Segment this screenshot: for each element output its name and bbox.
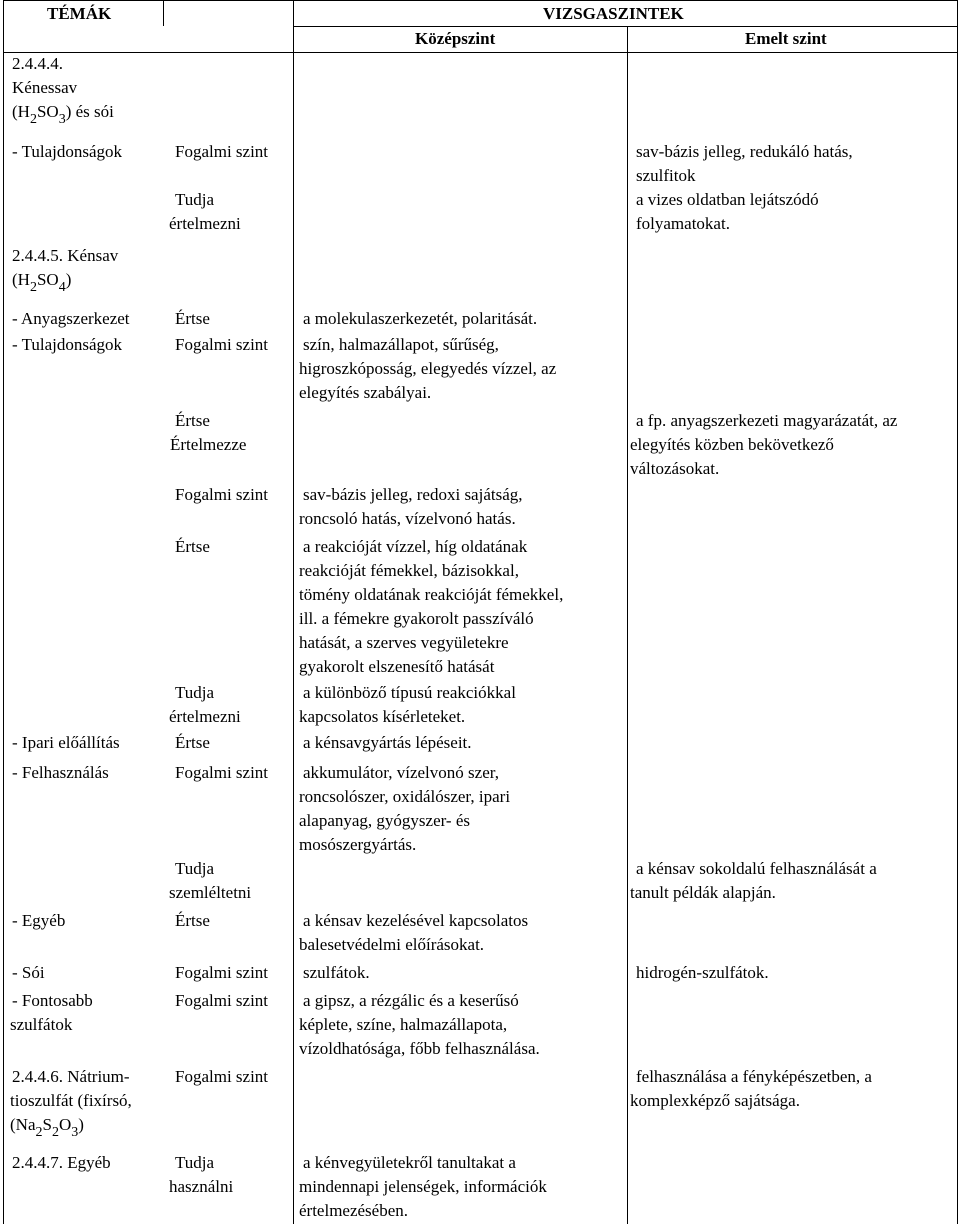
- section-code-2444: 2.4.4.4.: [12, 54, 63, 73]
- row3-topic: - Anyagszerkezet: [12, 309, 130, 328]
- row10-level: Fogalmi szint: [175, 763, 269, 782]
- row1-level: Fogalmi szint: [175, 142, 269, 161]
- row12-topic: - Egyéb: [12, 911, 66, 930]
- section-2446-level: Fogalmi szint: [175, 1067, 269, 1086]
- row9-kozep: a kénsavgyártás lépéseit.: [303, 733, 472, 752]
- section-code-2445: 2.4.4.5. Kénsav: [12, 246, 119, 265]
- row2-emelt-line1: a vizes oldatban lejátszódó: [636, 190, 819, 209]
- header-temak: TÉMÁK: [47, 4, 112, 23]
- section-2447-code: 2.4.4.7. Egyéb: [12, 1153, 111, 1172]
- row9-topic: - Ipari előállítás: [12, 733, 120, 752]
- row2-level-line2: értelmezni: [169, 214, 241, 233]
- row14-topic-line2: szulfátok: [10, 1015, 73, 1034]
- row8-kozep-line1: a különböző típusú reakciókkal: [303, 683, 516, 702]
- row5-emelt-line3: változásokat.: [630, 459, 720, 478]
- row3-kozep: a molekulaszerkezetét, polaritását.: [303, 309, 538, 328]
- row8-kozep-line2: kapcsolatos kísérleteket.: [299, 707, 466, 726]
- row10-kozep-line2: roncsolószer, oxidálószer, ipari: [299, 787, 511, 806]
- row12-kozep-line2: balesetvédelmi előírásokat.: [299, 935, 485, 954]
- row7-kozep-line3: tömény oldatának reakcióját fémekkel,: [299, 585, 564, 604]
- row8-level-line2: értelmezni: [169, 707, 241, 726]
- section-2446-emelt-line2: komplexképző sajátsága.: [630, 1091, 800, 1110]
- row4-kozep-line3: elegyítés szabályai.: [299, 383, 432, 402]
- header-bottom-border: [3, 52, 958, 53]
- row14-kozep-line1: a gipsz, a rézgálic és a keserűsó: [303, 991, 519, 1010]
- column-divider-level: [293, 0, 294, 1224]
- row10-kozep-line1: akkumulátor, vízelvonó szer,: [303, 763, 499, 782]
- row1-emelt-line2: szulfitok: [636, 166, 696, 185]
- header-divider: [293, 26, 958, 27]
- row2-level-line1: Tudja: [175, 190, 215, 209]
- section-2446-emelt-line1: felhasználása a fényképészetben, a: [636, 1067, 872, 1086]
- row12-level: Értse: [175, 911, 210, 930]
- row7-kozep-line6: gyakorolt elszenesítő hatását: [299, 657, 495, 676]
- kenessav-formula: $(H_2SO_3)$ és sói: [12, 102, 114, 127]
- row10-kozep-line4: mosószergyártás.: [299, 835, 417, 854]
- row12-kozep-line1: a kénsav kezelésével kapcsolatos: [303, 911, 529, 930]
- row3-level: Értse: [175, 309, 210, 328]
- row6-kozep-line1: sav-bázis jelleg, redoxi sajátság,: [303, 485, 523, 504]
- section-name-kenessav: Kénessav: [12, 78, 78, 97]
- row8-level-line1: Tudja: [175, 683, 215, 702]
- row11-level-line1: Tudja: [175, 859, 215, 878]
- kensav-formula: $(H_2SO_4)$: [12, 270, 72, 295]
- row4-topic: - Tulajdonságok: [12, 335, 123, 354]
- row6-kozep-line2: roncsoló hatás, vízelvonó hatás.: [299, 509, 516, 528]
- row4-kozep-line1: szín, halmazállapot, sűrűség,: [303, 335, 499, 354]
- row7-level: Értse: [175, 537, 210, 556]
- row14-kozep-line2: képlete, színe, halmazállapota,: [299, 1015, 508, 1034]
- row13-topic: - Sói: [12, 963, 45, 982]
- row6-level: Fogalmi szint: [175, 485, 269, 504]
- row13-level: Fogalmi szint: [175, 963, 269, 982]
- row11-emelt-line2: tanult példák alapján.: [630, 883, 776, 902]
- section-2446-line1: 2.4.4.6. Nátrium-: [12, 1067, 130, 1086]
- fixirso-formula: $(Na_2S_2O_3)$: [10, 1115, 84, 1140]
- row7-kozep-line4: ill. a fémekre gyakorolt passzíváló: [299, 609, 534, 628]
- row5-level-line1: Értse: [175, 411, 210, 430]
- header-top-border: [3, 0, 958, 1]
- row14-kozep-line3: vízoldhatósága, főbb felhasználása.: [299, 1039, 540, 1058]
- row10-kozep-line3: alapanyag, gyógyszer- és: [299, 811, 471, 830]
- table-border-left: [3, 0, 4, 1224]
- row14-topic-line1: - Fontosabb: [12, 991, 93, 1010]
- section-2446-line2: tioszulfát (fixírsó,: [10, 1091, 132, 1110]
- row2-emelt-line2: folyamatokat.: [636, 214, 730, 233]
- row1-emelt-line1: sav-bázis jelleg, redukáló hatás,: [636, 142, 853, 161]
- row5-emelt-line1: a fp. anyagszerkezeti magyarázatát, az: [636, 411, 898, 430]
- row4-kozep-line2: higroszkóposság, elegyedés vízzel, az: [299, 359, 557, 378]
- row1-topic: - Tulajdonságok: [12, 142, 123, 161]
- section-2447-level-line1: Tudja: [175, 1153, 215, 1172]
- header-kozepszint: Középszint: [415, 29, 496, 48]
- row13-emelt: hidrogén-szulfátok.: [636, 963, 769, 982]
- section-2447-kozep-line3: értelmezésében.: [299, 1201, 409, 1220]
- section-2447-level-line2: használni: [169, 1177, 234, 1196]
- header-emelt-szint: Emelt szint: [745, 29, 827, 48]
- section-2447-kozep-line1: a kénvegyületekről tanultakat a: [303, 1153, 516, 1172]
- row7-kozep-line2: reakcióját fémekkel, bázisokkal,: [299, 561, 519, 580]
- row14-level: Fogalmi szint: [175, 991, 269, 1010]
- row11-emelt-line1: a kénsav sokoldalú felhasználását a: [636, 859, 877, 878]
- section-2447-kozep-line2: mindennapi jelenségek, információk: [299, 1177, 547, 1196]
- row7-kozep-line5: hatását, a szerves vegyületekre: [299, 633, 509, 652]
- header-vizsgaszintek: VIZSGASZINTEK: [543, 4, 684, 23]
- column-divider-szint: [627, 26, 628, 1224]
- column-divider-topic: [163, 0, 164, 26]
- row9-level: Értse: [175, 733, 210, 752]
- row4-level: Fogalmi szint: [175, 335, 269, 354]
- row5-emelt-line2: elegyítés közben bekövetkező: [630, 435, 834, 454]
- row13-kozep: szulfátok.: [303, 963, 370, 982]
- row11-level-line2: szemléltetni: [169, 883, 252, 902]
- row7-kozep-line1: a reakcióját vízzel, híg oldatának: [303, 537, 528, 556]
- row5-level-line2: Értelmezze: [170, 435, 247, 454]
- row10-topic: - Felhasználás: [12, 763, 109, 782]
- table-border-right: [957, 0, 958, 1224]
